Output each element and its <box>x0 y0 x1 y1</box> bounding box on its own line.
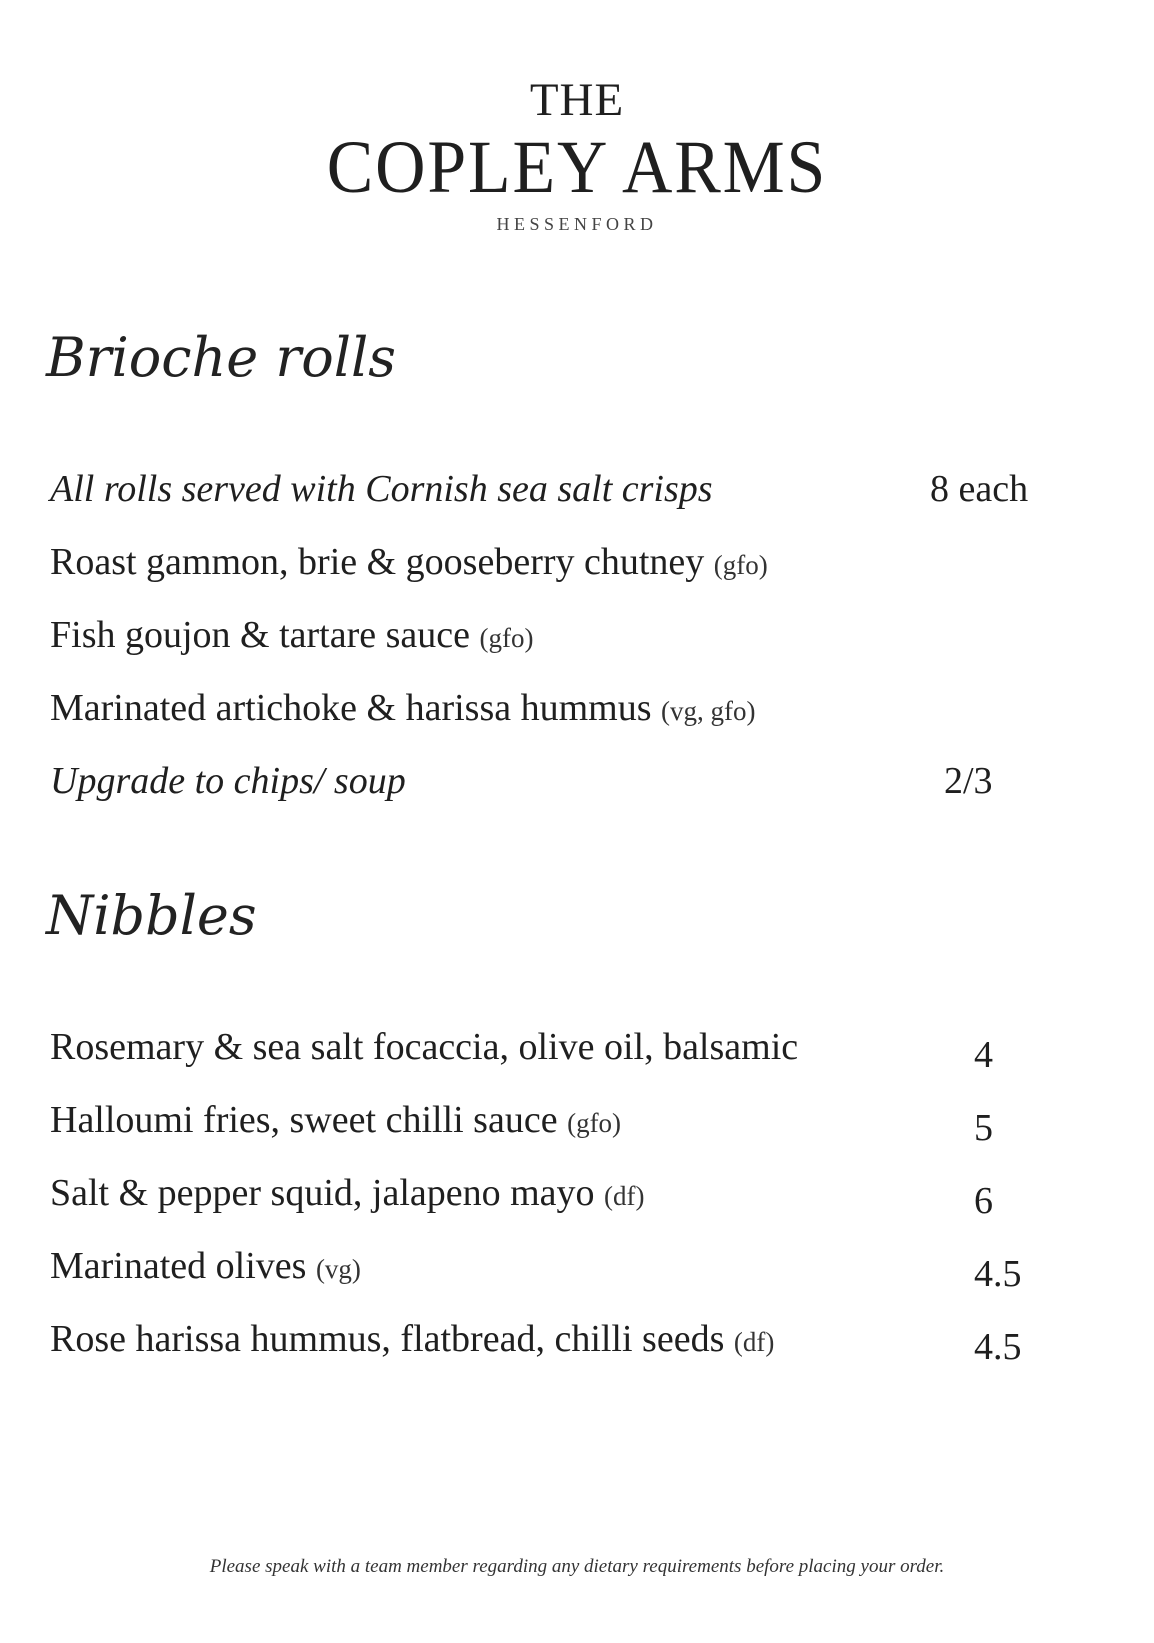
dietary-tag: (gfo) <box>713 550 768 580</box>
dietary-tag: (gfo) <box>567 1108 622 1138</box>
menu-item-name: Halloumi fries, sweet chilli sauce (gfo) <box>50 1099 622 1141</box>
section-title-nibbles: Nibbles <box>46 884 257 947</box>
menu-item-price: 4.5 <box>974 1253 1022 1295</box>
menu-item-price: 4 <box>974 1034 993 1076</box>
upgrade-text: Upgrade to chips/ soup <box>50 760 406 802</box>
menu-item-name: Roast gammon, brie & gooseberry chutney (gfo) <box>50 541 768 583</box>
restaurant-location: HESSENFORD <box>496 214 658 234</box>
menu-item-price: 6 <box>974 1180 993 1222</box>
menu-item-price: 5 <box>974 1107 993 1149</box>
brioche-intro-row <box>50 464 1110 514</box>
logo-the: THE <box>529 74 625 126</box>
dietary-tag: (df) <box>604 1181 645 1211</box>
menu-item-name: Salt & pepper squid, jalapeno mayo (df) <box>50 1172 645 1214</box>
menu-item-name: Fish goujon & tartare sauce (gfo) <box>50 614 534 656</box>
brioche-upgrade-row <box>50 756 1110 806</box>
menu-item-name: Rose harissa hummus, flatbread, chilli seeds (df) <box>50 1318 775 1360</box>
menu-item <box>50 1095 1110 1149</box>
section-title-brioche: Brioche rolls <box>46 326 396 389</box>
menu-item-name: Marinated olives (vg) <box>50 1245 361 1287</box>
menu-item-name: Rosemary & sea salt focaccia, olive oil, balsamic <box>50 1026 799 1068</box>
menu-item-price: 4.5 <box>974 1326 1022 1368</box>
dietary-tag: (vg) <box>315 1254 361 1284</box>
brioche-intro-text: All rolls served with Cornish sea salt crisps <box>50 468 713 510</box>
dietary-tag: (gfo) <box>479 623 534 653</box>
menu-item-name: Marinated artichoke & harissa hummus (vg, gfo) <box>50 687 756 729</box>
dietary-tag: (vg, gfo) <box>661 696 756 726</box>
restaurant-name: COPLEY ARMS <box>326 126 828 209</box>
dietary-tag: (df) <box>733 1327 775 1357</box>
menu-item <box>50 683 1110 733</box>
menu-item <box>50 1168 1110 1222</box>
menu-item <box>50 610 1110 660</box>
menu-item <box>50 1241 1110 1295</box>
menu-item <box>50 1314 1110 1368</box>
menu-item <box>50 1022 1110 1076</box>
brioche-price: 8 each <box>930 468 1029 510</box>
menu-item <box>50 537 1110 587</box>
dietary-note: Please speak with a team member regarding any dietary requirements before placing your order. <box>209 1556 945 1577</box>
upgrade-price: 2/3 <box>944 760 993 802</box>
